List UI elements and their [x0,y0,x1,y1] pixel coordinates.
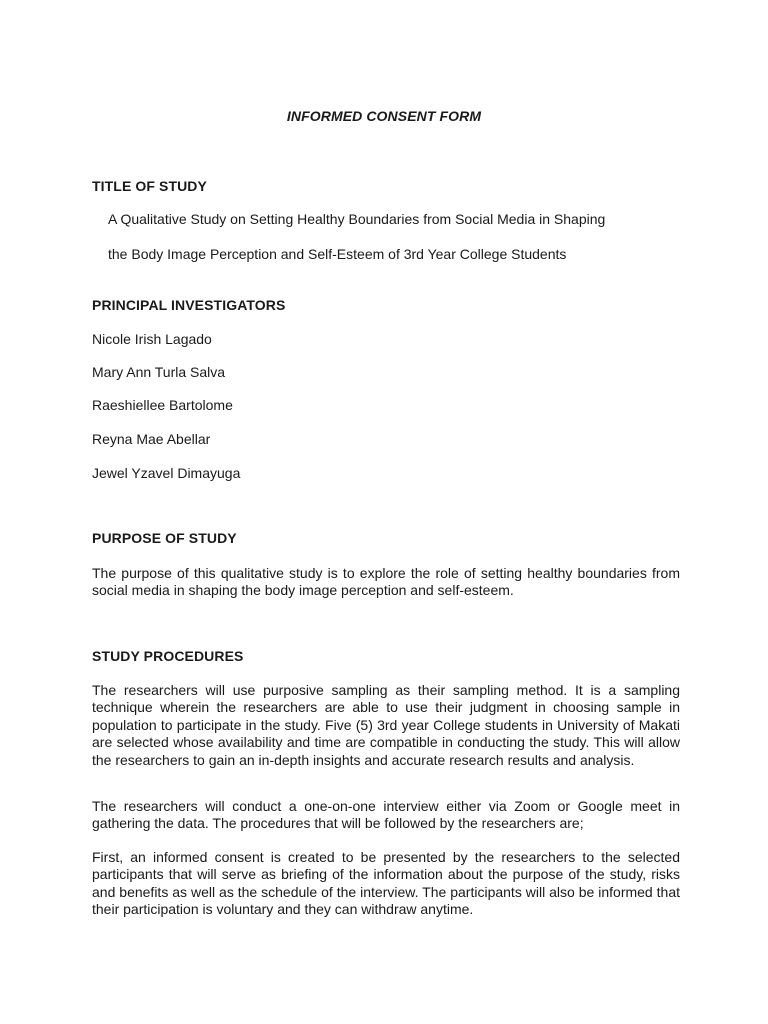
investigator-name: Raeshiellee Bartolome [92,397,233,413]
investigator-name: Nicole Irish Lagado [92,331,212,347]
purpose-of-study-heading: PURPOSE OF STUDY [92,530,237,546]
procedures-paragraph: The researchers will conduct a one-on-one interview either via Zoom or Google meet in gathering the data. The procedures that will be followed by the researchers are; [92,798,680,832]
study-title-line-2: the Body Image Perception and Self-Esteem of 3rd Year College Students [108,246,567,262]
study-procedures-heading: STUDY PROCEDURES [92,648,244,664]
title-of-study-heading: TITLE OF STUDY [92,178,207,194]
investigator-name: Jewel Yzavel Dimayuga [92,465,241,481]
form-title: INFORMED CONSENT FORM [286,108,482,124]
procedures-paragraph: The researchers will use purposive sampling as their sampling method. It is a sampling technique wherein the researchers are able to use their judgment in choosing sample in population to participate in the study. Five (5) 3rd year College students in University of Makati are selected whose availability and time are compatible in conducting the study. This will allow the researchers to gain an in-depth insights and accurate research results and analysis. [92,682,680,768]
principal-investigators-heading: PRINCIPAL INVESTIGATORS [92,297,286,313]
purpose-paragraph: The purpose of this qualitative study is to explore the role of setting healthy boundaries from social media in shaping the body image perception and self-esteem. [92,565,680,599]
procedures-paragraph: First, an informed consent is created to be presented by the researchers to the selected participants that will serve as briefing of the information about the purpose of the study, risks and benefits as well as the schedule of the interview. The participants will also be informed that their participation is voluntary and they can withdraw anytime. [92,849,680,918]
investigator-name: Reyna Mae Abellar [92,431,211,447]
investigator-name: Mary Ann Turla Salva [92,364,226,380]
study-title-line-1: A Qualitative Study on Setting Healthy Boundaries from Social Media in Shaping [108,211,606,227]
